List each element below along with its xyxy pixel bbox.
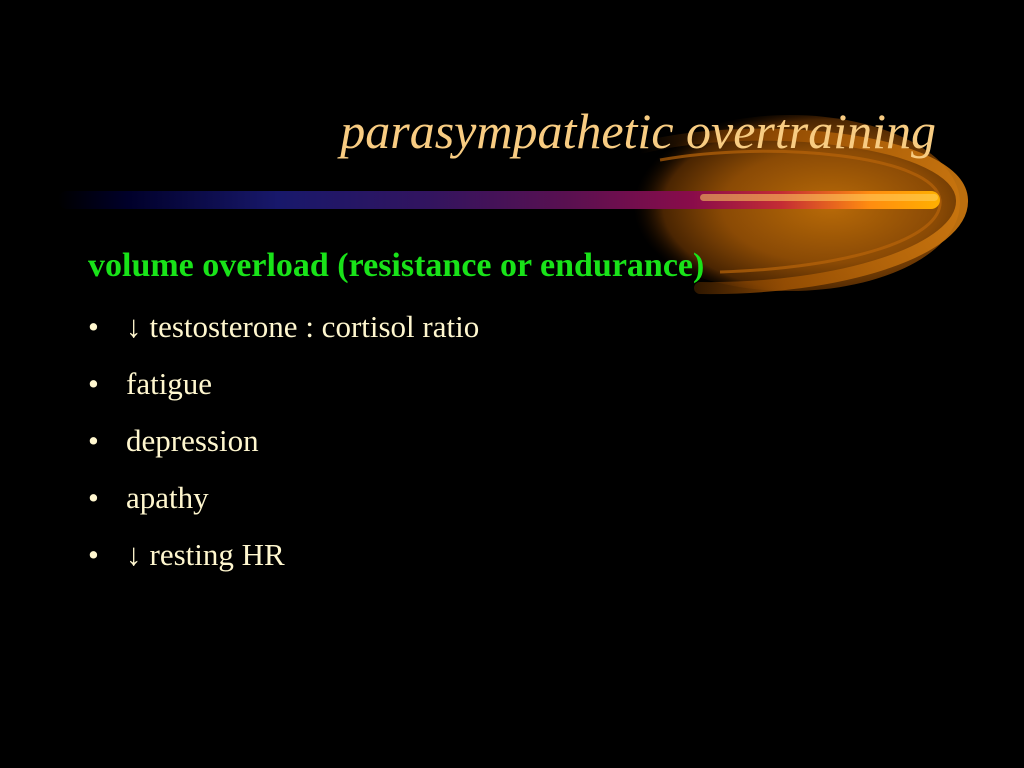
bullet-dot-icon: • <box>88 309 99 344</box>
bullet-text: testosterone : cortisol ratio <box>149 309 480 344</box>
down-arrow-icon: ↓ <box>126 537 142 572</box>
bullet-content <box>126 533 285 577</box>
bullet-dot-icon: • <box>88 423 99 458</box>
bullet-content <box>126 476 209 520</box>
bullet-dot-icon: • <box>88 366 99 401</box>
bullet-text: apathy <box>126 480 209 515</box>
bullet-dot-icon: • <box>88 480 99 515</box>
bullet-content <box>126 362 212 406</box>
bullet-text: depression <box>126 423 259 458</box>
bullet-content <box>126 305 479 349</box>
bullet-text: fatigue <box>126 366 213 401</box>
slide-subheading: volume overload (resistance or endurance) <box>88 247 705 284</box>
down-arrow-icon: ↓ <box>126 309 142 344</box>
slide-title: parasympathetic overtraining <box>340 103 936 159</box>
bullet-dot-icon: • <box>88 537 99 572</box>
bullet-text: resting HR <box>149 537 285 572</box>
gradient-bar-highlight <box>700 194 938 201</box>
bullet-content <box>126 419 259 463</box>
